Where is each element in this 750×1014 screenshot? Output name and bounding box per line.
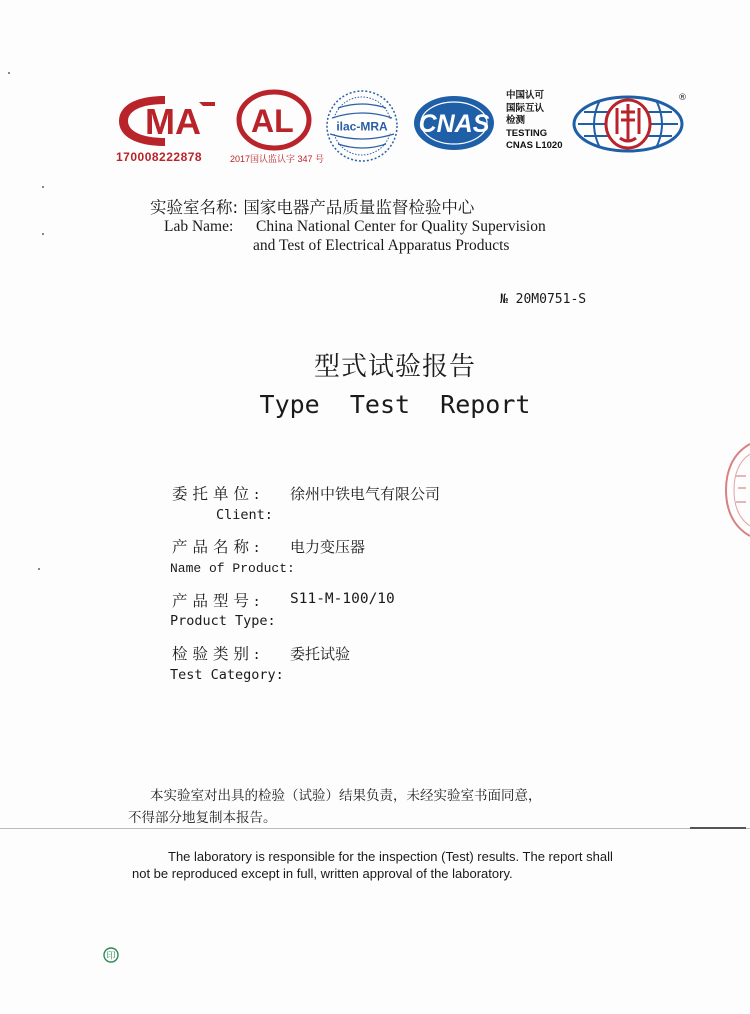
scan-speck xyxy=(38,568,40,570)
field-label-client-cn: 委托单位: xyxy=(172,485,265,503)
field-label-type-en: Product Type: xyxy=(170,613,276,629)
cnas-line: 中国认可 xyxy=(506,90,545,101)
field-label-product-cn: 产品名称: xyxy=(172,538,265,556)
field-value-category: 委托试验 xyxy=(290,645,351,663)
page-title-en: Type Test Report xyxy=(259,390,531,419)
cnas-line: TESTING xyxy=(506,127,548,139)
red-seal-partial xyxy=(724,440,750,540)
lab-value-en-1: China National Center for Quality Supervision xyxy=(256,218,546,235)
field-value-type: S11-M-100/10 xyxy=(290,591,395,607)
cal-logo xyxy=(234,88,314,152)
field-label-product-en: Name of Product: xyxy=(170,561,295,576)
field-label-client-en: Client: xyxy=(216,507,273,523)
cma-logo-text: MA xyxy=(145,101,201,142)
cnas-side-text xyxy=(506,90,563,153)
cnas-line: 国际互认 xyxy=(506,102,545,114)
divider-accent xyxy=(690,827,746,829)
lab-label-cn: 实验室名称: xyxy=(150,198,239,217)
cnas-logo-text: CNAS xyxy=(418,110,490,138)
cnas-line: CNAS L1020 xyxy=(506,140,563,151)
lab-label-en: Lab Name: xyxy=(164,218,234,235)
cnas-line: 检测 xyxy=(506,115,526,126)
scan-speck xyxy=(8,72,10,74)
ilac-logo-text: ilac-MRA xyxy=(336,119,388,134)
field-label-category-en: Test Category: xyxy=(170,667,284,683)
scan-speck xyxy=(42,233,44,235)
cma-logo xyxy=(115,92,220,150)
report-number: № 20M0751-S xyxy=(500,292,587,307)
cal-number: 2017国认监认字 347 号 xyxy=(230,154,325,164)
field-label-category-cn: 检验类别: xyxy=(172,645,265,663)
ilac-mra-logo xyxy=(324,88,400,164)
lab-name-en xyxy=(164,218,546,236)
lab-value-en-2: and Test of Electrical Apparatus Products xyxy=(253,237,510,254)
cma-number: 170008222878 xyxy=(116,150,203,164)
field-value-client: 徐州中铁电气有限公司 xyxy=(290,485,441,503)
cnas-logo xyxy=(411,94,497,152)
globe-logo xyxy=(570,90,690,154)
lab-value-cn: 国家电器产品质量监督检验中心 xyxy=(243,198,475,217)
lab-name-cn xyxy=(150,194,474,218)
disclaimer-cn-line1: 本实验室对出具的检验（试验）结果负责，未经实验室书面同意， xyxy=(150,788,542,804)
field-value-product: 电力变压器 xyxy=(290,538,366,556)
footer-stamp-icon xyxy=(103,947,119,963)
field-label-type-cn: 产品型号: xyxy=(172,592,265,610)
scan-speck xyxy=(42,186,44,188)
footer-stamp-text: 印 xyxy=(106,951,116,962)
registered-mark: ® xyxy=(678,93,687,103)
disclaimer-en-line1: The laboratory is responsible for the inspection (Test) results. The report shall xyxy=(168,849,613,864)
page-title-cn: 型式试验报告 xyxy=(313,352,476,382)
divider xyxy=(0,828,750,829)
disclaimer-en-line2: not be reproduced except in full, written approval of the laboratory. xyxy=(132,866,513,881)
disclaimer-cn-line2: 不得部分地复制本报告。 xyxy=(128,810,277,826)
cal-logo-text: AL xyxy=(251,103,294,139)
